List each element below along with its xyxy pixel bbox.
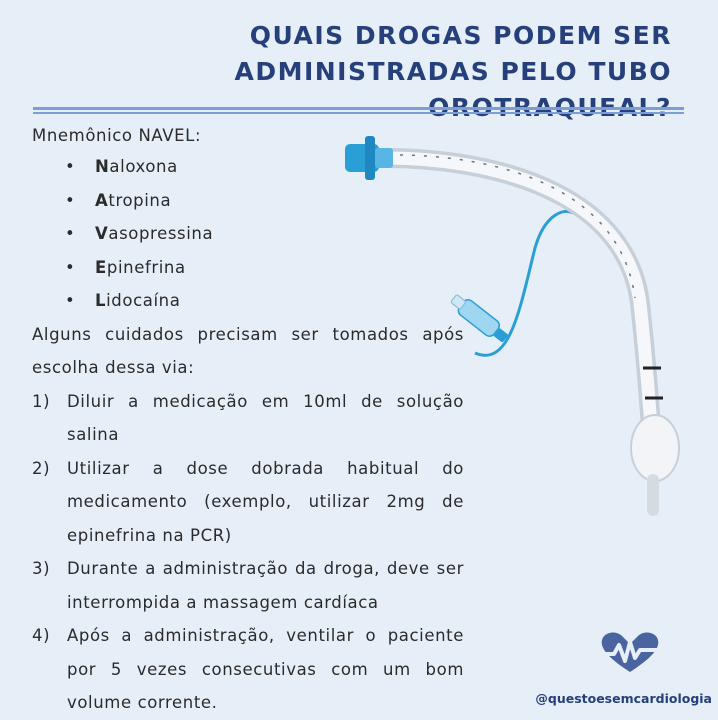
bullet-icon: • bbox=[65, 291, 76, 310]
mnemonic-label: Mnemônico NAVEL: bbox=[32, 126, 202, 145]
drug-initial: V bbox=[95, 224, 109, 243]
drug-initial: N bbox=[95, 157, 110, 176]
drug-name-rest: idocaína bbox=[106, 291, 181, 310]
step-number: 3) bbox=[32, 559, 51, 578]
drug-name-rest: aloxona bbox=[109, 157, 178, 176]
title-line-2: ADMINISTRADAS PELO TUBO bbox=[234, 57, 672, 86]
list-item bbox=[32, 619, 464, 720]
title-divider-thin bbox=[33, 112, 684, 114]
drug-initial: L bbox=[95, 291, 107, 310]
drug-name-rest: asopressina bbox=[108, 224, 214, 243]
bullet-icon: • bbox=[65, 190, 76, 210]
title-line-1: QUAIS DROGAS PODEM SER bbox=[249, 21, 672, 50]
drug-name-rest: tropina bbox=[108, 190, 172, 210]
step-text: Diluir a medicação em 10ml de solução salina bbox=[67, 391, 464, 444]
step-text: Após a administração, ventilar o paciente por 5 vezes consecutivas com um bom volume corrente. bbox=[67, 626, 464, 712]
step-number: 1) bbox=[32, 391, 51, 411]
bullet-icon: • bbox=[65, 224, 76, 243]
drug-initial: E bbox=[95, 257, 107, 277]
social-handle: @questoesemcardiologia bbox=[535, 691, 712, 706]
step-text: Utilizar a dose dobrada habitual do medicamento (exemplo, utilizar 2mg de epinefrina na PCR) bbox=[67, 458, 464, 545]
care-intro-line-1: Alguns cuidados precisam ser tomados após bbox=[32, 324, 464, 344]
bullet-icon: • bbox=[65, 257, 76, 277]
endotracheal-tube-illustration bbox=[335, 128, 705, 533]
list-item bbox=[32, 552, 464, 619]
step-text: Durante a administração da droga, deve ser interrompida a massagem cardíaca bbox=[67, 559, 464, 612]
bullet-icon: • bbox=[65, 157, 76, 176]
care-intro-line-2: escolha dessa via: bbox=[32, 358, 195, 377]
drug-name-rest: pinefrina bbox=[106, 257, 186, 277]
step-number: 2) bbox=[32, 458, 51, 478]
heart-ecg-icon bbox=[588, 628, 672, 676]
drug-initial: A bbox=[95, 190, 109, 210]
step-number: 4) bbox=[32, 626, 51, 645]
title-divider bbox=[33, 107, 684, 110]
